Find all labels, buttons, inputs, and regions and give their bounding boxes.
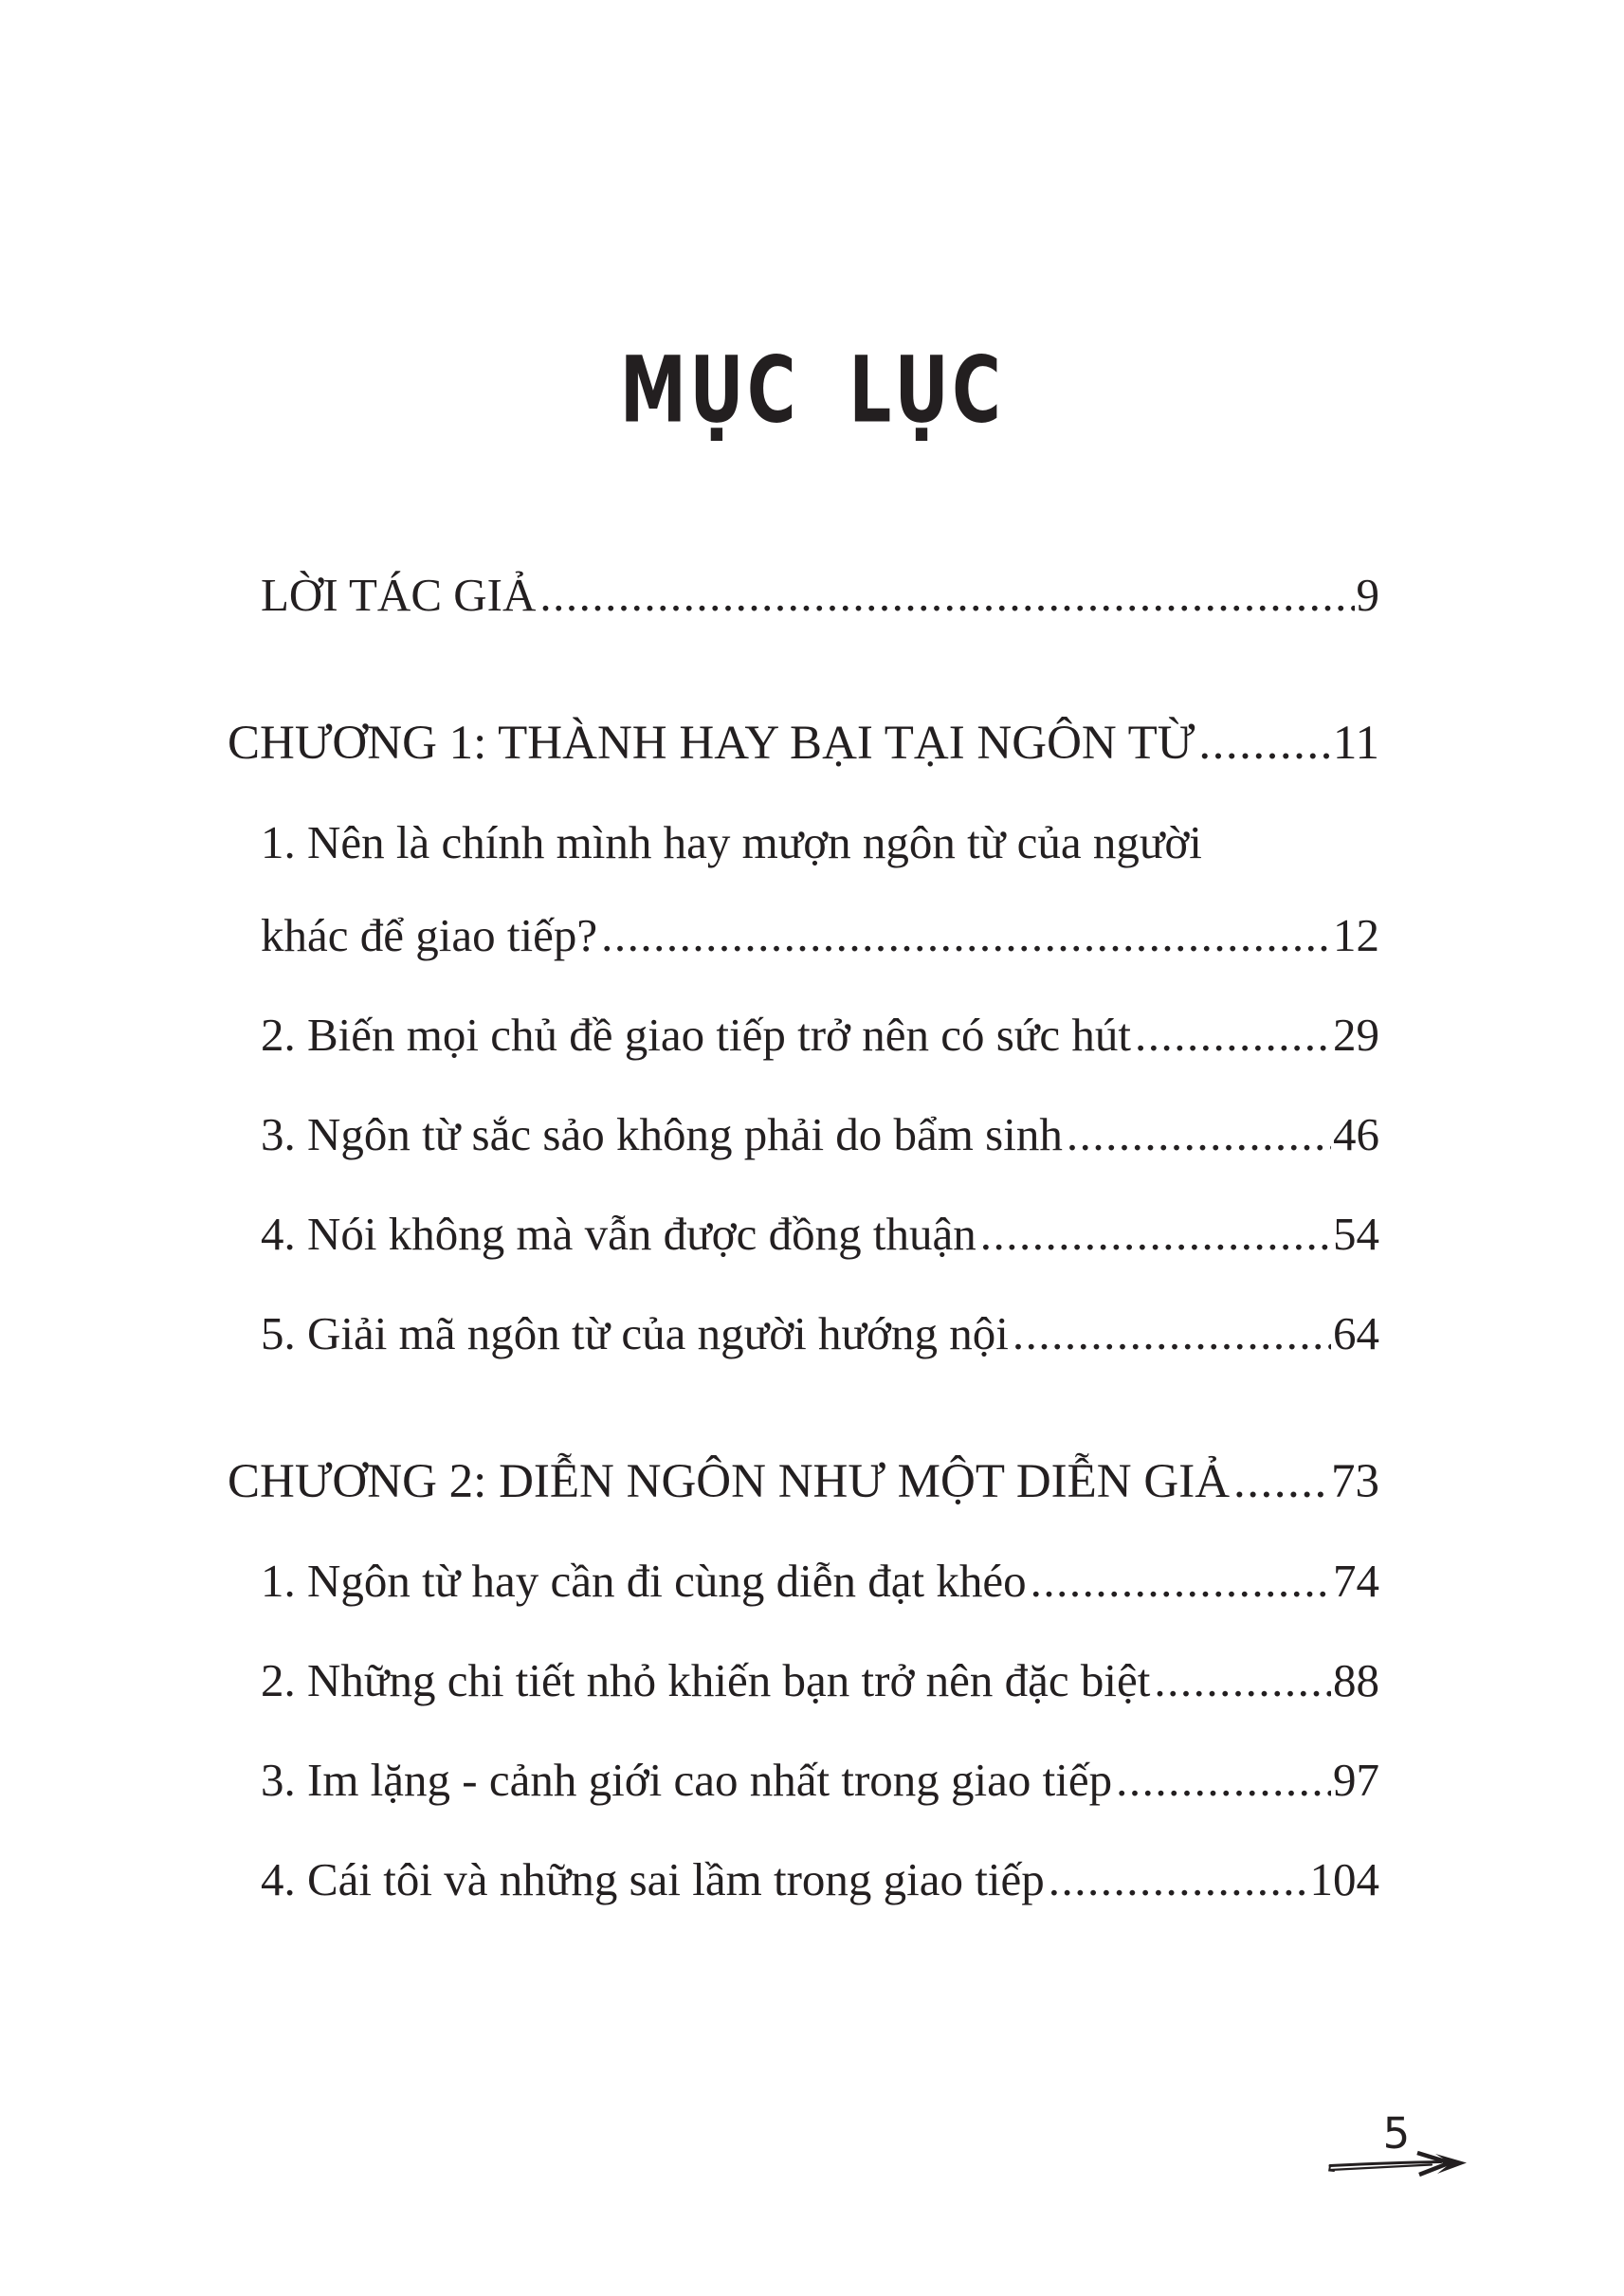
toc-row bbox=[228, 565, 1379, 626]
dot-leader bbox=[1031, 1551, 1331, 1612]
toc-row-label: 2. Những chi tiết nhỏ khiến bạn trở nên đặc biệt bbox=[261, 1654, 1151, 1706]
dot-leader bbox=[1049, 1850, 1308, 1910]
dot-leader bbox=[1233, 1451, 1329, 1512]
dot-leader bbox=[1135, 1005, 1331, 1066]
toc-row bbox=[228, 1650, 1379, 1711]
toc-row bbox=[228, 1104, 1379, 1165]
toc-page-number: 54 bbox=[1333, 1208, 1379, 1260]
toc-row-label: CHƯƠNG 1: THÀNH HAY BẠI TẠI NGÔN TỪ bbox=[228, 717, 1195, 770]
dot-leader bbox=[1198, 713, 1331, 774]
toc-row bbox=[228, 1005, 1379, 1066]
toc-row-label: 3. Ngôn từ sắc sảo không phải do bẩm sinh bbox=[261, 1108, 1063, 1160]
dot-leader bbox=[1067, 1104, 1331, 1165]
toc-row-label: 2. Biến mọi chủ đề giao tiếp trở nên có sức hút bbox=[261, 1009, 1131, 1061]
footer-page-number: 5 bbox=[1382, 2108, 1411, 2159]
toc-row-chapter bbox=[228, 1451, 1379, 1512]
toc-page-number: 74 bbox=[1333, 1555, 1379, 1607]
toc-row bbox=[228, 1850, 1379, 1910]
toc-row-chapter bbox=[228, 713, 1379, 774]
toc-page-number: 9 bbox=[1356, 569, 1379, 621]
toc-page-number: 104 bbox=[1309, 1853, 1379, 1905]
toc-row bbox=[228, 812, 1379, 873]
toc-row-label: 1. Ngôn từ hay cần đi cùng diễn đạt khéo bbox=[261, 1555, 1027, 1607]
toc-page-number: 73 bbox=[1331, 1455, 1379, 1508]
toc-row-continuation bbox=[228, 905, 1379, 966]
toc-row bbox=[228, 1204, 1379, 1265]
toc-row-label: 4. Nói không mà vẫn được đồng thuận bbox=[261, 1208, 976, 1260]
toc-page-number: 11 bbox=[1332, 717, 1379, 770]
page-title: MỤC LỤC bbox=[619, 337, 1005, 444]
toc-page-number: 97 bbox=[1333, 1754, 1379, 1806]
toc-row bbox=[228, 1750, 1379, 1811]
toc-row-label: 3. Im lặng - cảnh giới cao nhất trong giao tiếp bbox=[261, 1754, 1113, 1806]
toc-row-label: 4. Cái tôi và những sai lầm trong giao tiếp bbox=[261, 1853, 1045, 1905]
toc-page-number: 88 bbox=[1333, 1654, 1379, 1706]
toc-row-label: 5. Giải mã ngôn từ của người hướng nội bbox=[261, 1307, 1009, 1359]
table-of-contents bbox=[228, 565, 1379, 1910]
toc-row-label: 1. Nên là chính mình hay mượn ngôn từ của người bbox=[261, 816, 1202, 868]
dot-leader bbox=[980, 1204, 1331, 1265]
toc-row-label: khác để giao tiếp? bbox=[261, 909, 598, 961]
dot-leader bbox=[1154, 1650, 1331, 1711]
toc-row-label: LỜI TÁC GIẢ bbox=[261, 569, 537, 621]
toc-page-number: 12 bbox=[1333, 909, 1379, 961]
toc-row bbox=[228, 1303, 1379, 1364]
page-arrow-icon bbox=[1325, 2150, 1469, 2180]
toc-page-number: 29 bbox=[1333, 1009, 1379, 1061]
toc-page-number: 64 bbox=[1333, 1307, 1379, 1359]
toc-row bbox=[228, 1551, 1379, 1612]
dot-leader bbox=[1013, 1303, 1331, 1364]
dot-leader bbox=[539, 565, 1354, 626]
toc-row-label: CHƯƠNG 2: DIỄN NGÔN NHƯ MỘT DIỄN GIẢ bbox=[228, 1455, 1231, 1508]
toc-page-number: 46 bbox=[1333, 1108, 1379, 1160]
dot-leader bbox=[601, 905, 1331, 966]
dot-leader bbox=[1116, 1750, 1331, 1811]
